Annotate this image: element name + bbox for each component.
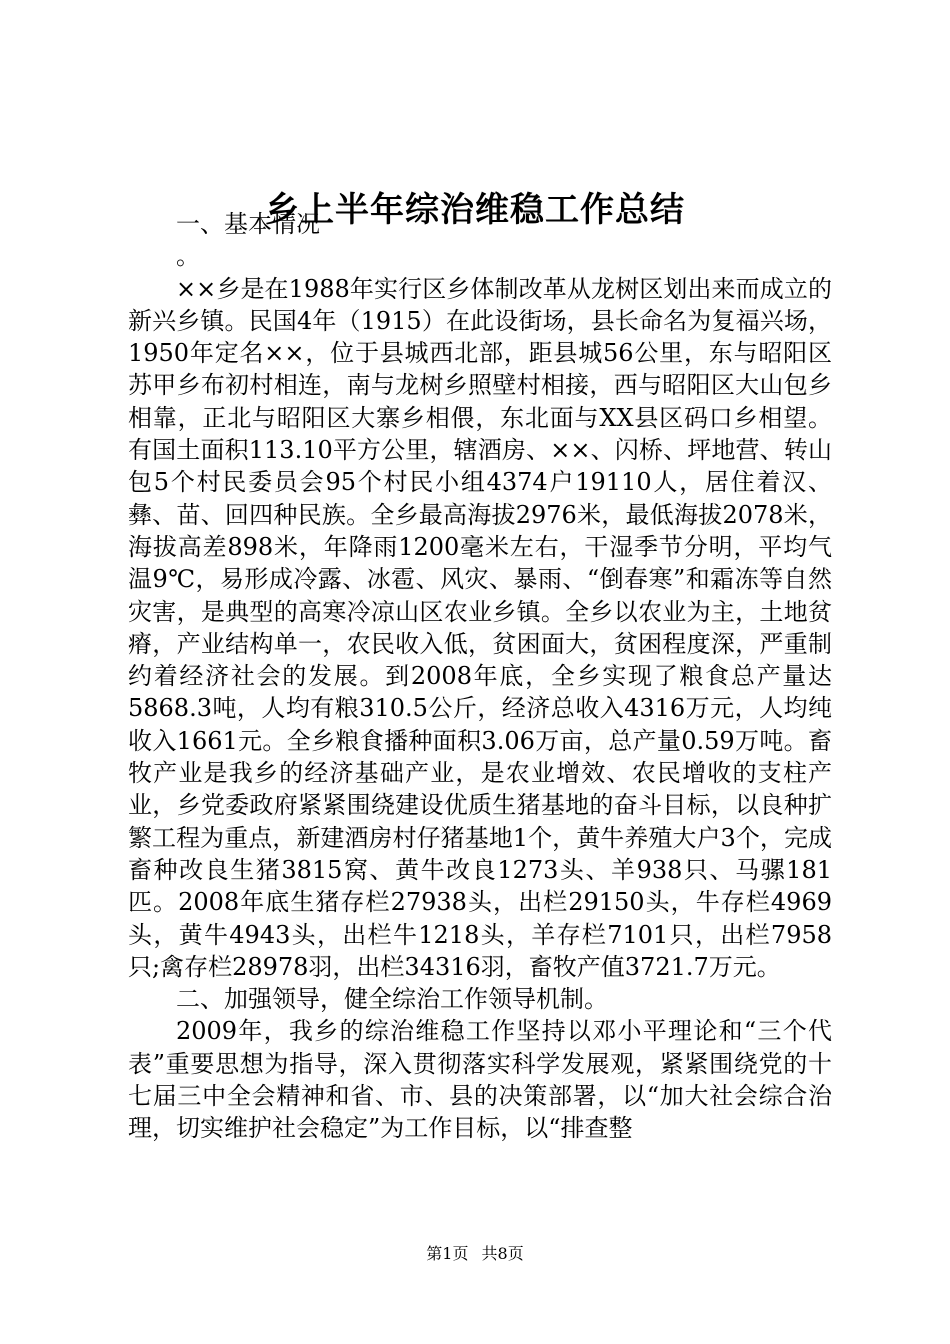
body-paragraph: ××乡是在1988年实行区乡体制改革从龙树区划出来而成立的新兴乡镇。民国4年（1915）在此设街场，县长命名为复福兴场，1950年定名××，位于县城西北部，距县城56公里，东与昭阳区苏甲乡布初村相连，南与龙树乡照壁村相接，西与昭阳区大山包乡相靠，正北与昭阳区大寨乡相偎，东北面与XX县区码口乡相望。有国土面积113.10平方公里，辖酒房、××、闪桥、坪地营、转山包5个村民委员会95个村民小组4374户19110人，居住着汉、彝、苗、回四种民族。全乡最高海拔2976米，最低海拔2078米，海拔高差898米，年降雨1200毫米左右，干湿季节分明，平均气温9℃，易形成冷露、冰雹、风灾、暴雨、“倒春寒”和霜冻等自然灾害，是典型的高寒冷凉山区农业乡镇。全乡以农业为主，土地贫瘠，产业结构单一，农民收入低，贫困面大，贫困程度深，严重制约着经济社会的发展。到2008年底，全乡实现了粮食总产量达5868.3吨，人均有粮310.5公斤，经济总收入4316万元，人均纯收入1661元。全乡粮食播种面积3.06万亩，总产量0.59万吨。畜牧产业是我乡的经济基础产业，是农业增效、农民增收的支柱产业，乡党委政府紧紧围绕建设优质生猪基地的奋斗目标，以良种扩繁工程为重点，新建酒房村仔猪基地1个，黄牛养殖大户3个，完成畜种改良生猪3815窝、黄牛改良1273头、羊938只、马骡181匹。2008年底生猪存栏27938头，出栏29150头，牛存栏4969头，黄牛4943头，出栏牛1218头，羊存栏7101只，出栏7958只;禽存栏28978羽，出栏34316羽，畜牧产值3721.7万元。 (128, 274, 832, 981)
document-title: 乡上半年综治维稳工作总结 (265, 190, 685, 230)
page-number: 第1页 (426, 1244, 469, 1263)
document-body (128, 208, 832, 1145)
page-total: 共8页 (481, 1244, 524, 1263)
body-paragraph: 2009年，我乡的综治维稳工作坚持以邓小平理论和“三个代表”重要思想为指导，深入贯彻落实科学发展观，紧紧围绕党的十七届三中全会精神和省、市、县的决策部署，以“加大社会综合治理，切实维护社会稳定”为工作目标，以“排查整 (128, 1017, 832, 1143)
page-footer (0, 1242, 950, 1266)
section-heading-leadership: 二、加强领导，健全综治工作领导机制。 (176, 985, 608, 1014)
body-paragraph: 。 (176, 242, 200, 271)
section-heading-basic-situation: 一、基本情况 (176, 210, 320, 238)
